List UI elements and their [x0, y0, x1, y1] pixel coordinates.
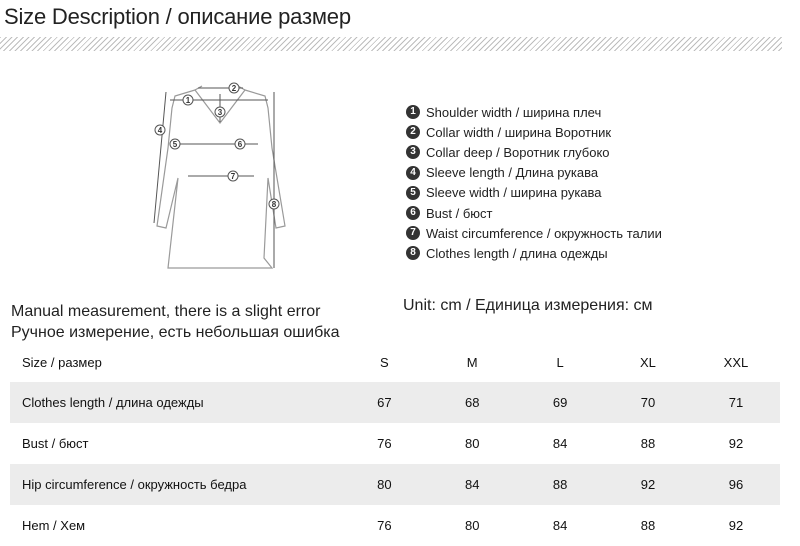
cell-value: 67 — [340, 382, 428, 423]
legend-text: Collar width / ширина Воротник — [426, 124, 612, 140]
marker-8 — [269, 199, 279, 209]
cell-value: 68 — [428, 382, 516, 423]
legend-item — [406, 223, 662, 243]
unit-label: Unit: cm / Единица измерения: см — [403, 297, 653, 314]
table-row — [10, 464, 780, 505]
number-badge: 4 — [406, 166, 420, 180]
header-label: Size / размер — [22, 354, 102, 370]
measurement-legend — [406, 102, 662, 264]
cell-value: 84 — [552, 436, 568, 451]
cell-value: 70 — [604, 382, 692, 423]
legend-item — [406, 243, 662, 263]
legend-text: Sleeve width / ширина рукава — [426, 185, 602, 201]
cell-value: 80 — [464, 518, 480, 533]
number-badge: 6 — [406, 206, 420, 220]
note-line-russian: Ручное измерение, есть небольшая ошибка — [11, 324, 340, 341]
legend-item — [406, 142, 662, 162]
svg-text:3: 3 — [217, 108, 223, 117]
svg-text:4: 4 — [157, 126, 163, 135]
hatched-divider — [0, 37, 782, 51]
svg-text:2: 2 — [231, 84, 237, 93]
cell-value: 92 — [604, 464, 692, 505]
table-row — [10, 382, 780, 423]
cell-value: 88 — [640, 436, 656, 451]
size-header: XL — [640, 354, 656, 370]
number-badge: 7 — [406, 226, 420, 240]
number-badge: 8 — [406, 246, 420, 260]
number-badge: 5 — [406, 186, 420, 200]
legend-item — [406, 203, 662, 223]
size-header: S — [379, 354, 389, 370]
marker-3 — [215, 107, 225, 117]
size-header: XXL — [723, 354, 749, 370]
svg-text:7: 7 — [230, 172, 236, 181]
marker-4 — [155, 125, 165, 135]
legend-item — [406, 183, 662, 203]
legend-text: Waist circumference / окружность талии — [426, 225, 662, 241]
cell-value: 84 — [428, 464, 516, 505]
legend-text: Collar deep / Воротник глубоко — [426, 144, 610, 160]
svg-text:1: 1 — [185, 96, 191, 105]
legend-text: Bust / бюст — [426, 205, 493, 221]
size-header: M — [466, 354, 478, 370]
legend-text: Shoulder width / ширина плеч — [426, 104, 602, 120]
cell-value: 88 — [516, 464, 604, 505]
legend-item — [406, 102, 662, 122]
legend-item — [406, 163, 662, 183]
row-label: Hem / Хем — [22, 518, 86, 533]
row-label: Bust / бюст — [22, 436, 89, 451]
marker-6 — [235, 139, 245, 149]
svg-text:6: 6 — [237, 140, 243, 149]
number-badge: 1 — [406, 105, 420, 119]
cell-value: 71 — [692, 382, 780, 423]
row-label: Clothes length / длина одежды — [10, 382, 340, 423]
cell-value: 88 — [640, 518, 656, 533]
svg-text:8: 8 — [271, 200, 277, 209]
size-table — [10, 342, 780, 546]
dress-diagram — [140, 78, 300, 294]
marker-1 — [183, 95, 193, 105]
cell-value: 96 — [692, 464, 780, 505]
number-badge: 3 — [406, 145, 420, 159]
marker-7 — [228, 171, 238, 181]
legend-item — [406, 122, 662, 142]
marker-5 — [170, 139, 180, 149]
page-title: Size Description / описание размер — [4, 4, 351, 29]
size-header: L — [556, 354, 564, 370]
cell-value: 80 — [340, 464, 428, 505]
note-line-english: Manual measurement, there is a slight error — [11, 303, 321, 320]
marker-2 — [229, 83, 239, 93]
cell-value: 92 — [728, 518, 744, 533]
number-badge: 2 — [406, 125, 420, 139]
table-row — [10, 423, 780, 464]
cell-value: 76 — [377, 518, 392, 533]
legend-text: Clothes length / длина одежды — [426, 245, 608, 261]
row-label: Hip circumference / окружность бедра — [10, 464, 340, 505]
table-row — [10, 505, 780, 546]
cell-value: 80 — [464, 436, 480, 451]
cell-value: 84 — [552, 518, 568, 533]
svg-text:5: 5 — [172, 140, 178, 149]
cell-value: 92 — [728, 436, 744, 451]
measurement-note — [11, 301, 340, 343]
cell-value: 76 — [377, 436, 392, 451]
legend-text: Sleeve length / Длина рукава — [426, 165, 599, 181]
table-header-row — [10, 342, 780, 382]
cell-value: 69 — [516, 382, 604, 423]
